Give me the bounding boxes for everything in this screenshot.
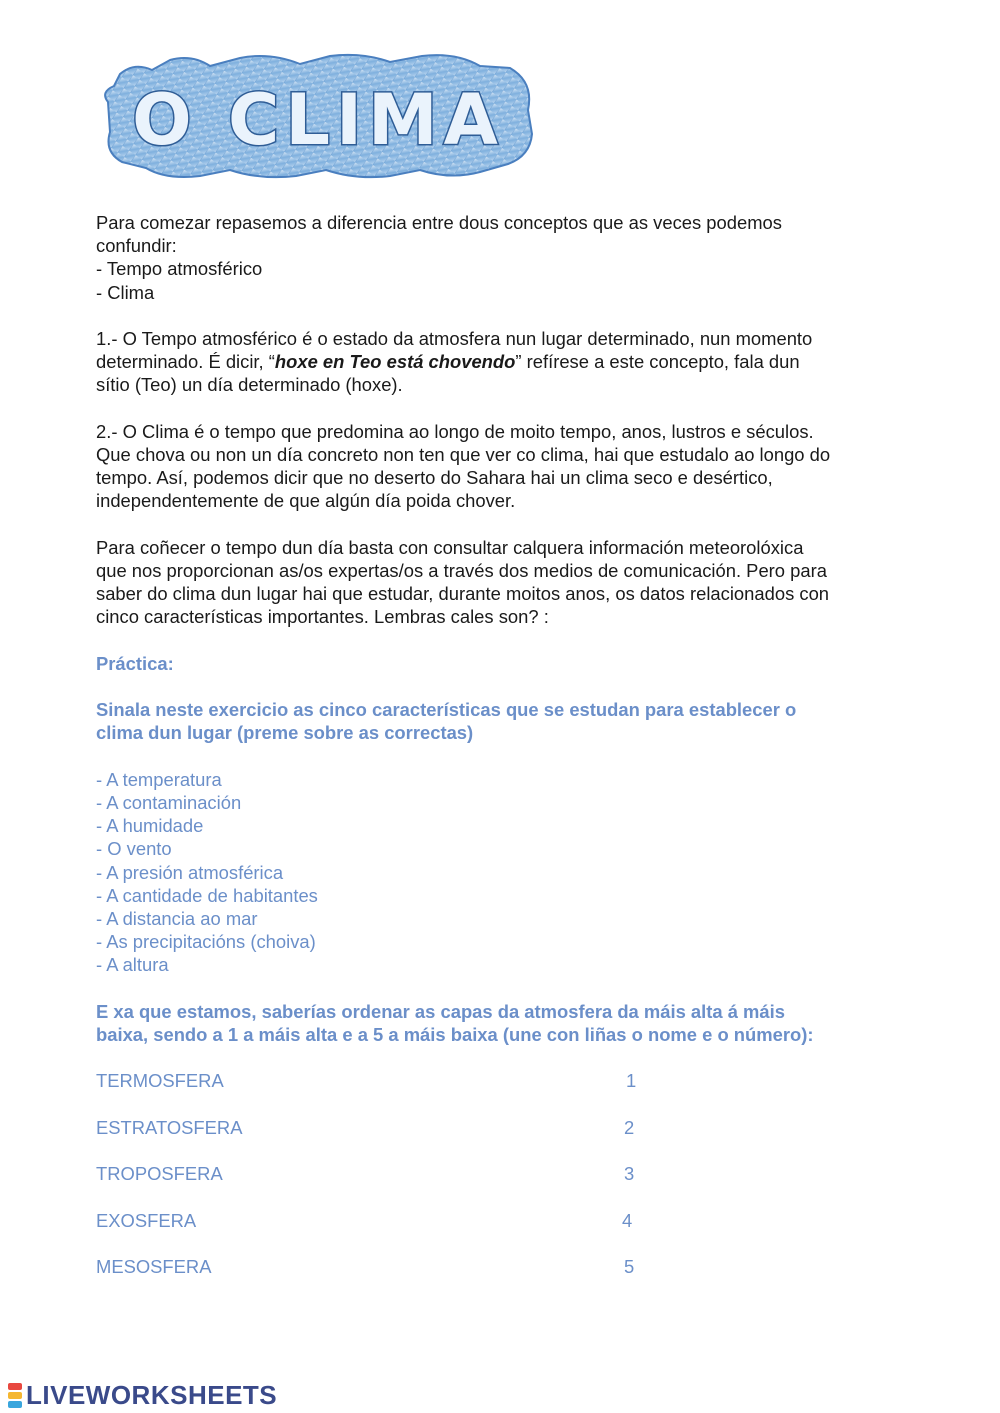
text-span: determinado. É dicir, “ [96,351,275,373]
concept-item: - Tempo atmosférico [96,258,263,280]
paragraph-line: 1.- O Tempo atmosférico é o estado da atmosfera nun lugar determinado, nun momento [96,328,813,349]
text-span: ” refírese a este concepto, fala dun [515,351,800,373]
match-row [96,1069,916,1115]
spacer [96,977,916,1000]
concept-item: - Clima [96,281,155,303]
spacer [96,745,916,768]
spacer [96,397,916,420]
option-temperatura[interactable]: - A temperatura [96,768,222,790]
footer-brand [8,1380,277,1410]
match-row [96,1116,916,1162]
option-cantidade-habitantes[interactable]: - A cantidade de habitantes [96,884,318,906]
paragraph-line: Que chova ou non un día concreto non ten que ver co clima, hai que estudalo ao longo do [96,444,831,465]
ordering-instruction: baixa, sendo a 1 a máis alta e a 5 a máis baixa (une con liñas o nome e o número): [96,1024,814,1045]
title-logo-graphic [100,52,536,180]
paragraph-line: cinco características importantes. Lembras cales son? : [96,606,549,628]
layer-exosfera[interactable]: EXOSFERA [96,1209,197,1231]
paragraph-line: saber do clima dun lugar hai que estudar, durante moitos anos, os datos relacionados con [96,583,830,605]
spacer [96,513,916,536]
layer-matching [96,1069,916,1301]
intro-line: Para comezar repasemos a diferencia entre dous conceptos que as veces podemos [96,212,782,233]
paragraph-line: 2.- O Clima é o tempo que predomina ao longo de moito tempo, anos, lustros e séculos. [96,420,814,442]
option-precipitacions[interactable]: - As precipitacións (choiva) [96,931,316,953]
number-4[interactable]: 4 [622,1209,633,1231]
spacer [96,629,916,652]
layer-termosfera[interactable]: TERMOSFERA [96,1070,224,1092]
option-presion-atmosferica[interactable]: - A presión atmosférica [96,861,284,883]
ordering-instruction: E xa que estamos, saberías ordenar as capas da atmosfera da máis alta á máis [96,1000,785,1022]
paragraph-line: Para coñecer o tempo dun día basta con consultar calquera información meteorolóxica [96,536,804,558]
liveworksheets-logo-icon [8,1382,22,1409]
option-vento[interactable]: - O vento [96,838,172,860]
match-row [96,1255,916,1301]
emphasis-example: hoxe en Teo está chovendo [274,351,516,373]
match-row [96,1162,916,1208]
paragraph-line: que nos proporcionan as/os expertas/os a través dos medios de comunicación. Pero para [96,560,827,581]
title-logo-text: O CLIMA [132,79,504,161]
title-logo [100,52,536,180]
number-2[interactable]: 2 [624,1116,635,1138]
paragraph-line: independentemente de que algún día poida chover. [96,490,516,512]
number-1[interactable]: 1 [626,1070,637,1092]
layer-estratosfera[interactable]: ESTRATOSFERA [96,1116,243,1138]
spacer [96,675,916,698]
practice-heading: Práctica: [96,652,174,674]
layer-troposfera[interactable]: TROPOSFERA [96,1163,223,1185]
practice-instruction: clima dun lugar (preme sobre as correctas) [96,722,474,744]
match-row [96,1209,916,1255]
paragraph-line: sítio (Teo) un día determinado (hoxe). [96,374,403,396]
footer-brand-text: LIVEWORKSHEETS [26,1379,278,1410]
spacer [96,1046,916,1069]
paragraph-line: tempo. Así, podemos dicir que no deserto do Sahara hai un clima seco e desértico, [96,467,773,489]
option-contaminacion[interactable]: - A contaminación [96,791,242,813]
worksheet-content [96,211,916,1301]
characteristics-options [96,768,916,977]
intro-line: confundir: [96,235,177,257]
option-humidade[interactable]: - A humidade [96,815,204,837]
number-5[interactable]: 5 [624,1255,635,1277]
option-altura[interactable]: - A altura [96,954,169,976]
paragraph-line [96,350,916,373]
number-3[interactable]: 3 [624,1163,635,1185]
practice-instruction: Sinala neste exercicio as cinco características que se estudan para establecer o [96,699,797,721]
layer-mesosfera[interactable]: MESOSFERA [96,1255,212,1277]
spacer [96,304,916,327]
option-distancia-mar[interactable]: - A distancia ao mar [96,908,258,929]
